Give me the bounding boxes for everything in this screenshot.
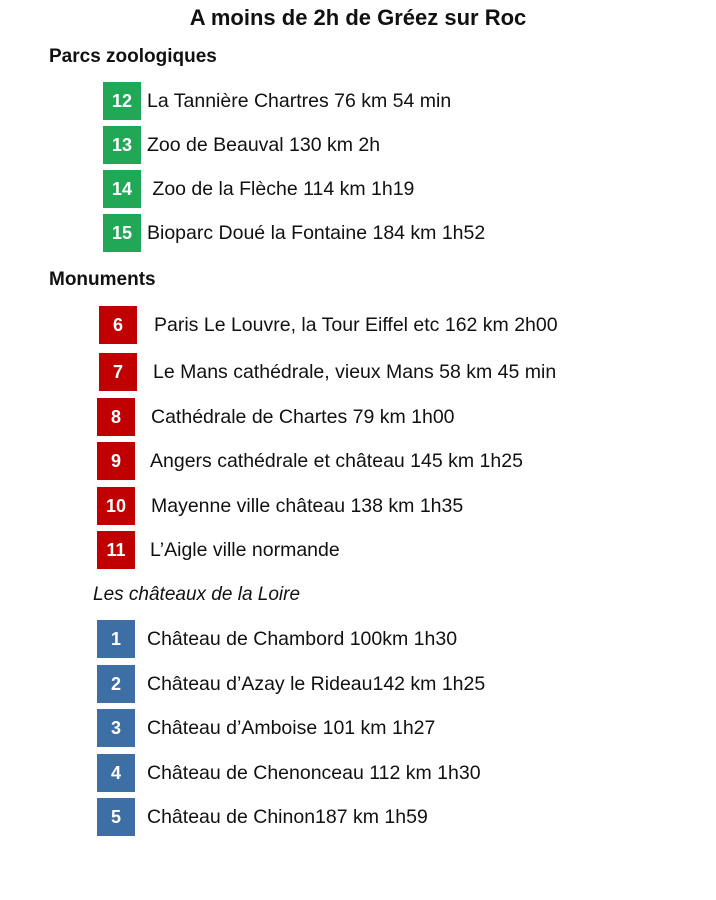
number-badge: 12 <box>103 82 141 120</box>
list-item <box>99 353 556 391</box>
item-label: La Tannière Chartres 76 km 54 min <box>147 89 452 112</box>
list-item <box>97 442 523 480</box>
number-badge: 8 <box>97 398 135 436</box>
page-title: A moins de 2h de Gréez sur Roc <box>189 5 527 30</box>
number-badge: 11 <box>97 531 135 569</box>
number-badge: 9 <box>97 442 135 480</box>
list-item <box>99 306 558 344</box>
item-label: Château de Chinon187 km 1h59 <box>147 805 428 828</box>
item-label: Zoo de la Flèche 114 km 1h19 <box>147 177 415 200</box>
item-label: L’Aigle ville normande <box>150 538 340 561</box>
list-item <box>97 398 455 436</box>
number-badge: 6 <box>99 306 137 344</box>
item-label: Château de Chambord 100km 1h30 <box>147 627 458 650</box>
item-label: Mayenne ville château 138 km 1h35 <box>151 494 464 517</box>
section-heading-monuments: Monuments <box>49 269 156 290</box>
number-badge: 1 <box>97 620 135 658</box>
section-heading-chateaux: Les châteaux de la Loire <box>93 584 301 605</box>
number-badge: 4 <box>97 754 135 792</box>
number-badge: 10 <box>97 487 135 525</box>
list-item <box>97 665 485 703</box>
list-item <box>103 214 485 252</box>
number-badge: 7 <box>99 353 137 391</box>
item-label: Zoo de Beauval 130 km 2h <box>147 133 381 156</box>
list-item <box>97 709 435 747</box>
number-badge: 14 <box>103 170 141 208</box>
list-item <box>97 754 481 792</box>
number-badge: 5 <box>97 798 135 836</box>
list-item <box>97 487 463 525</box>
list-item <box>97 531 340 569</box>
list-item <box>103 170 414 208</box>
item-label: Cathédrale de Chartes 79 km 1h00 <box>151 405 455 428</box>
list-item <box>103 82 451 120</box>
number-badge: 13 <box>103 126 141 164</box>
number-badge: 3 <box>97 709 135 747</box>
item-label: Château de Chenonceau 112 km 1h30 <box>147 761 481 784</box>
list-item <box>103 126 380 164</box>
item-label: Le Mans cathédrale, vieux Mans 58 km 45 min <box>153 360 557 383</box>
list-item <box>97 620 457 658</box>
item-label: Château d’Amboise 101 km 1h27 <box>147 716 436 739</box>
list-item <box>97 798 428 836</box>
number-badge: 2 <box>97 665 135 703</box>
number-badge: 15 <box>103 214 141 252</box>
item-label: Château d’Azay le Rideau142 km 1h25 <box>147 672 486 695</box>
item-label: Angers cathédrale et château 145 km 1h25 <box>150 449 523 472</box>
item-label: Paris Le Louvre, la Tour Eiffel etc 162 km 2h00 <box>154 313 558 336</box>
item-label: Bioparc Doué la Fontaine 184 km 1h52 <box>147 221 486 244</box>
section-heading-zoos: Parcs zoologiques <box>49 46 217 67</box>
